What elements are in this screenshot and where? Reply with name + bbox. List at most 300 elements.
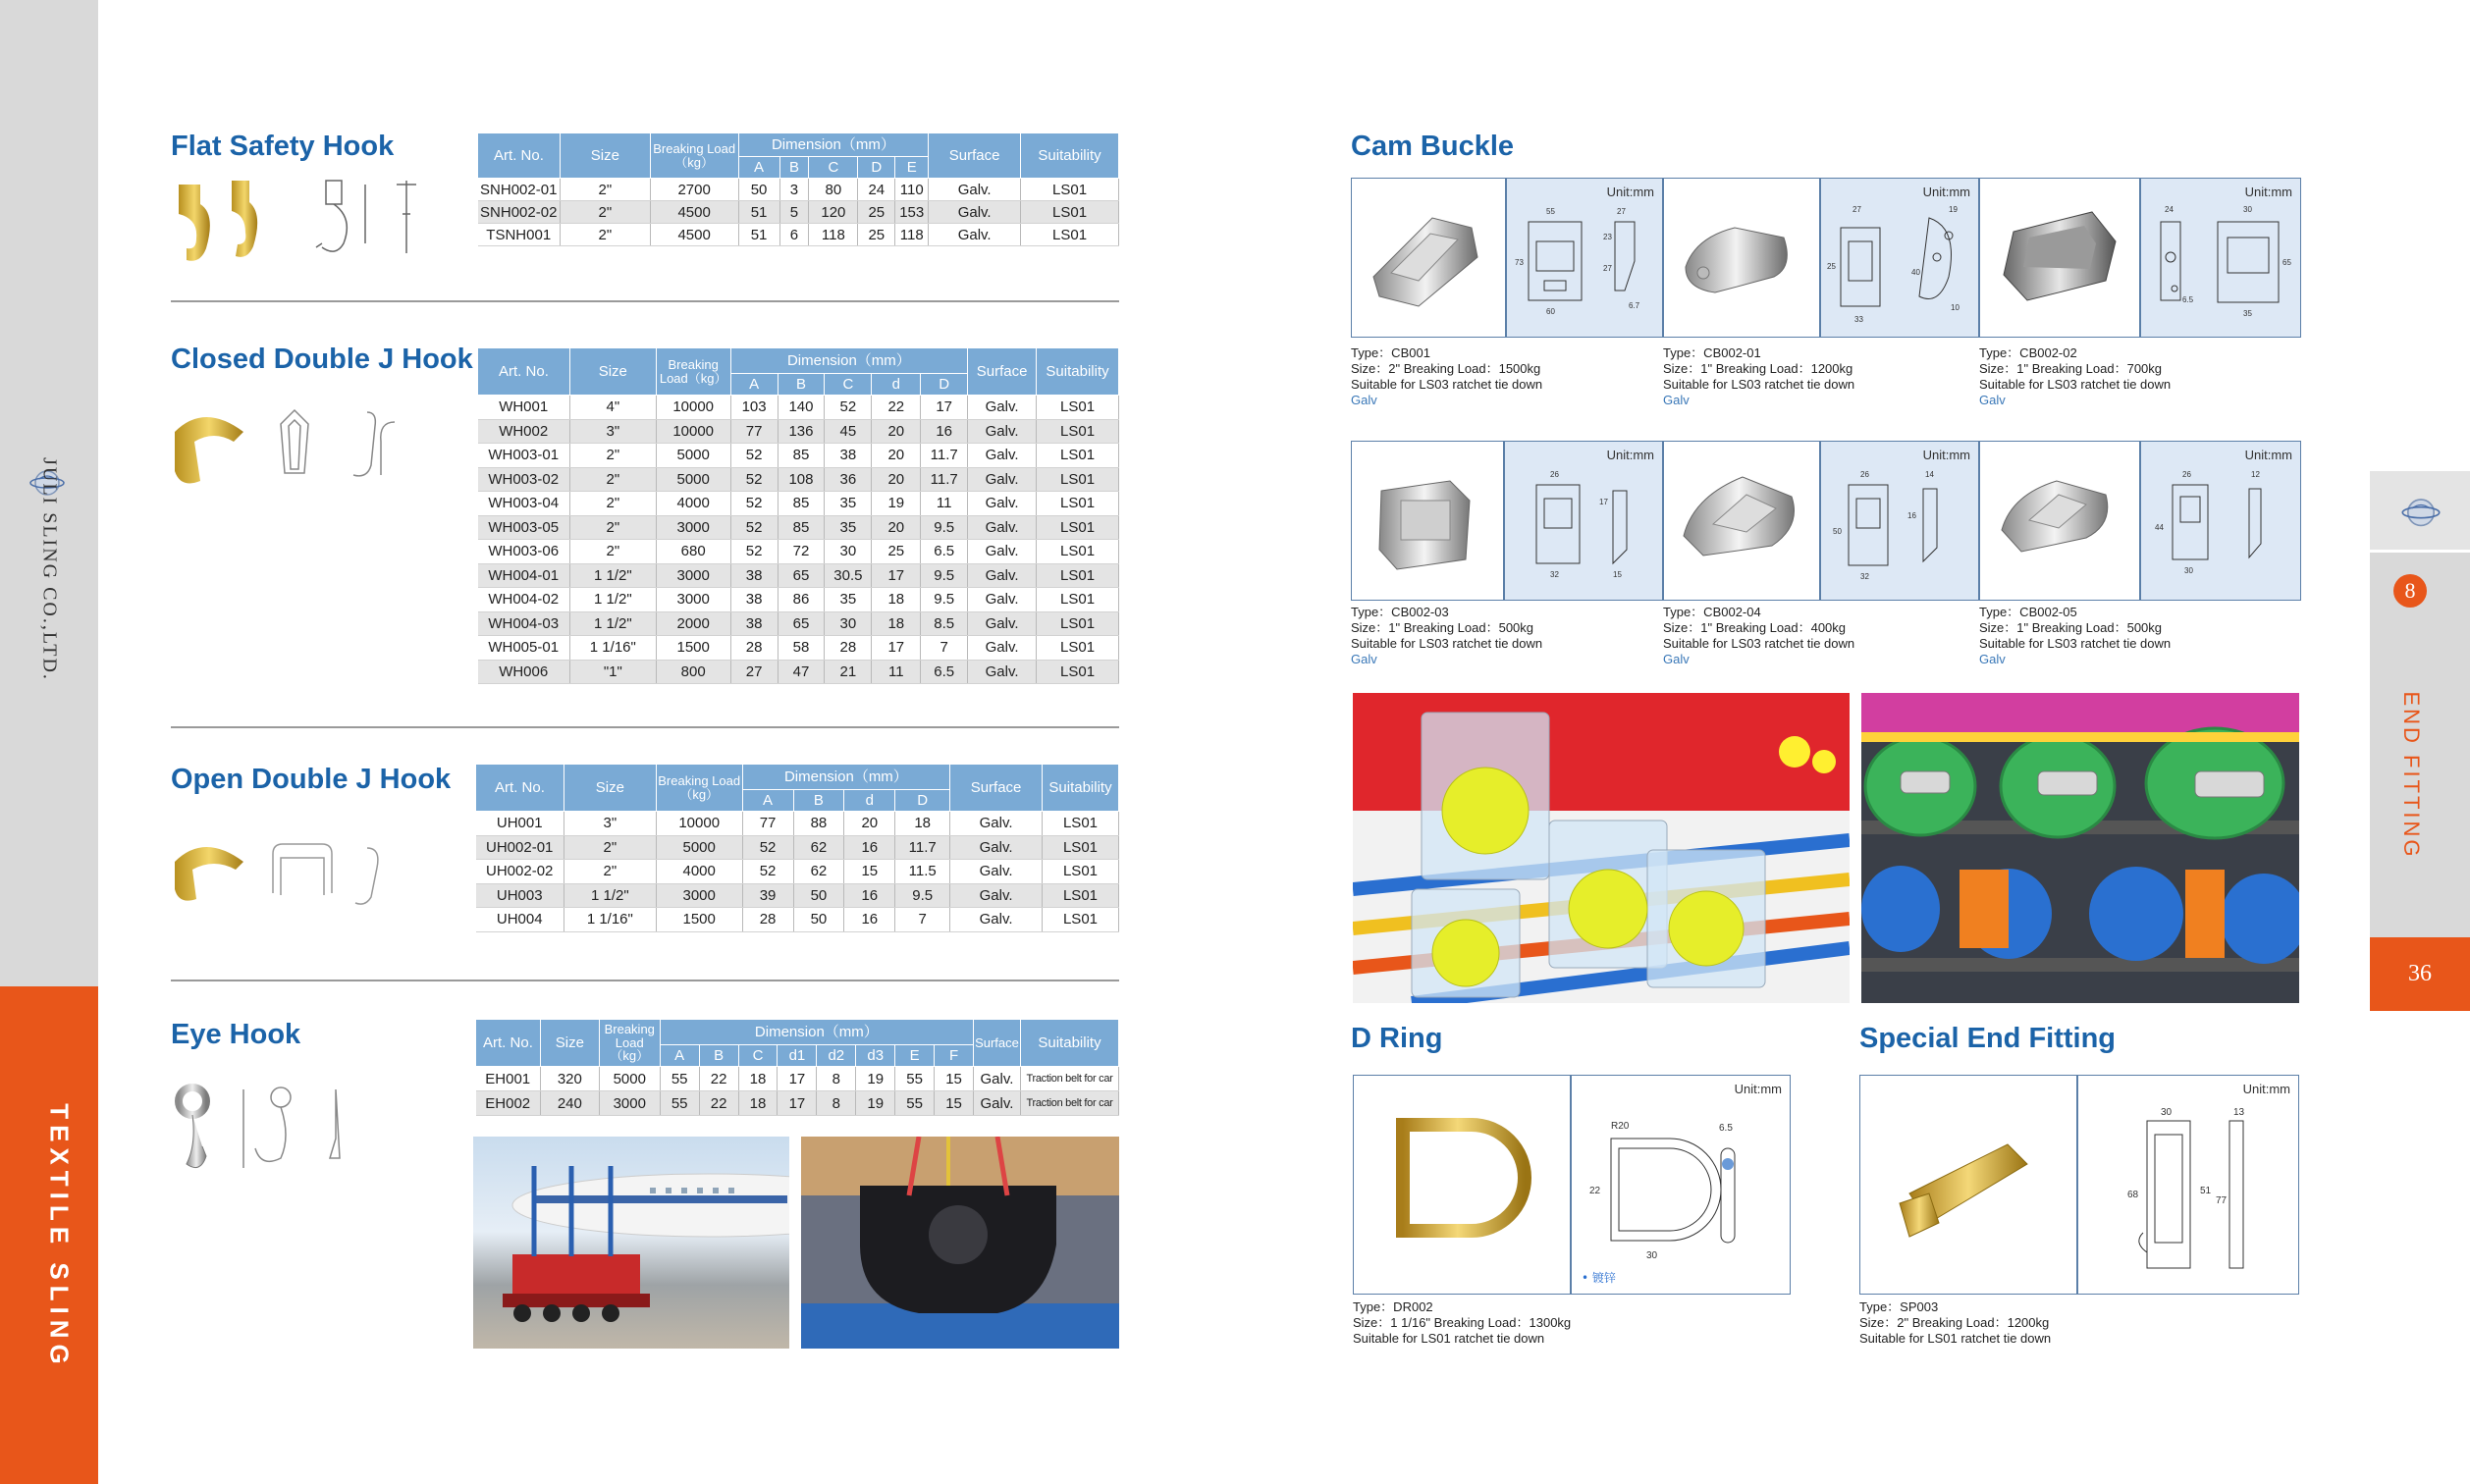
surface-cell: Galv. [968, 540, 1037, 564]
art-no-cell: SNH002-01 [478, 179, 561, 201]
dimension-cell: 55 [660, 1067, 699, 1091]
surface-cell: Galv. [973, 1067, 1020, 1091]
dimension-cell: 8 [817, 1067, 856, 1091]
open-double-j-hook-title: Open Double J Hook [171, 764, 452, 795]
table-row [478, 588, 1119, 612]
cb001-dim: 55 [1546, 207, 1555, 216]
table-row [478, 611, 1119, 636]
cb001-dim: 73 [1515, 258, 1524, 267]
cb00204-caption: Type：CB002-04 Size：1" Breaking Load：400kg Suitable for LS03 ratchet tie down Galv [1663, 605, 1855, 666]
dimension-cell: 88 [793, 812, 844, 836]
dimension-cell: 25 [858, 224, 895, 246]
globe-logo-icon [2399, 489, 2443, 532]
breaking-load-cell: 4500 [650, 224, 738, 246]
cb001-caption: Type：CB001 Size：2" Breaking Load：1500kg Suitable for LS03 ratchet tie down Galv [1351, 345, 1543, 407]
dimension-cell: 9.5 [921, 563, 968, 588]
surface-cell: Galv. [929, 224, 1021, 246]
size-cell: 2" [560, 224, 650, 246]
d-ring-note: • 镀锌 [1582, 1271, 1616, 1285]
dimension-cell: 38 [730, 611, 778, 636]
table-row [478, 419, 1119, 444]
section-divider [171, 300, 1119, 302]
dimension-column-header: A [660, 1045, 699, 1067]
breaking-load-cell: 3000 [599, 1091, 660, 1116]
cb00203-photo [1351, 441, 1504, 601]
dimension-cell: 19 [872, 492, 921, 516]
cb00202-dim: 30 [2243, 205, 2252, 214]
dimension-cell: 9.5 [921, 515, 968, 540]
breaking-load-cell: 3000 [656, 588, 730, 612]
dimension-cell: 52 [730, 515, 778, 540]
dimension-cell: 20 [872, 444, 921, 468]
dimension-column-header: B [778, 374, 825, 396]
special-dim: 30 [2161, 1107, 2173, 1118]
table-row [476, 812, 1119, 836]
closed-double-j-hook-title: Closed Double J Hook [171, 344, 473, 375]
dimension-cell: 62 [793, 835, 844, 860]
dimension-cell: 20 [872, 515, 921, 540]
art-no-cell: WH004-01 [478, 563, 570, 588]
dimension-cell: 18 [872, 611, 921, 636]
art-no-cell: WH006 [478, 660, 570, 684]
dimension-column-header: B [699, 1045, 738, 1067]
surface-cell: Galv. [968, 588, 1037, 612]
cb00201-dim: 27 [1852, 205, 1861, 214]
size-cell: 2" [560, 201, 650, 224]
breaking-load-cell: 4500 [650, 201, 738, 224]
suitability-cell: LS01 [1037, 636, 1119, 661]
cb00201-drawing [1820, 178, 1979, 338]
special-end-fitting-photo [1859, 1075, 2077, 1295]
dimension-cell: 15 [935, 1091, 974, 1116]
cb00202-photo [1979, 178, 2140, 338]
dimension-cell: 39 [742, 883, 793, 908]
dimension-cell: 51 [738, 224, 779, 246]
unit-label: Unit:mm [2244, 185, 2292, 199]
surface-cell: Galv. [968, 396, 1037, 420]
dimension-cell: 16 [921, 419, 968, 444]
suitability-cell: LS01 [1037, 588, 1119, 612]
unit-label: Unit:mm [1922, 185, 1970, 199]
dimension-cell: 16 [844, 908, 895, 932]
breaking-load-cell: 2000 [656, 611, 730, 636]
dimension-cell: 7 [895, 908, 950, 932]
dimension-column-header: E [895, 1045, 935, 1067]
cb001-drawing [1506, 178, 1663, 338]
d-ring-drawing [1571, 1075, 1791, 1295]
dimension-cell: 62 [793, 860, 844, 884]
dimension-cell: 52 [742, 835, 793, 860]
special-end-fitting-caption: Type：SP003 Size：2" Breaking Load：1200kg Suitable for LS01 ratchet tie down [1859, 1299, 2052, 1346]
section-divider [171, 980, 1119, 981]
d-ring-dim: 6.5 [1719, 1123, 1733, 1134]
size-cell: 240 [540, 1091, 599, 1116]
dimension-cell: 77 [730, 419, 778, 444]
size-cell: 2" [569, 467, 656, 492]
dimension-cell: 9.5 [895, 883, 950, 908]
table-row [478, 444, 1119, 468]
suitability-cell: Traction belt for car [1020, 1091, 1118, 1116]
cb00203-dim: 17 [1599, 498, 1608, 506]
table-row [478, 467, 1119, 492]
dimension-column-header: B [793, 790, 844, 812]
unit-label: Unit:mm [2244, 448, 2292, 462]
breaking-load-cell: 5000 [656, 835, 742, 860]
dimension-cell: 85 [778, 492, 825, 516]
art-no-cell: WH003-01 [478, 444, 570, 468]
dimension-cell: 45 [825, 419, 872, 444]
dimension-cell: 38 [730, 563, 778, 588]
dimension-cell: 52 [730, 467, 778, 492]
flat-safety-hook-title: Flat Safety Hook [171, 131, 395, 162]
dimension-cell: 51 [738, 201, 779, 224]
size-cell: 3" [564, 812, 656, 836]
surface-cell: Galv. [950, 908, 1043, 932]
dimension-column-header: d [844, 790, 895, 812]
dimension-cell: 38 [730, 588, 778, 612]
cb00203-dim: 32 [1550, 570, 1559, 579]
dimension-cell: 11.7 [895, 835, 950, 860]
surface-cell: Galv. [968, 419, 1037, 444]
airplane-transport-photo [473, 1137, 789, 1349]
suitability-cell: LS01 [1037, 444, 1119, 468]
art-no-cell: WH003-06 [478, 540, 570, 564]
cb00202-caption: Type：CB002-02 Size：1" Breaking Load：700kg Suitable for LS03 ratchet tie down Galv [1979, 345, 2172, 407]
table-row [478, 179, 1119, 201]
d-ring-dim: 30 [1646, 1250, 1658, 1261]
dimension-column-header: A [742, 790, 793, 812]
breaking-load-cell: 10000 [656, 812, 742, 836]
dimension-cell: 15 [935, 1067, 974, 1091]
cb00202-dim: 6.5 [2182, 295, 2194, 304]
flat-safety-hook-table: Art. No. Size Breaking Load（kg） Dimension（mm） Surface Suitability A B C D E SNH002-01 2" 2700 50 3 80 24 110 Galv. LS01 SNH002-02 2" 4500 51 5 120 25 153 Galv. LS01 TSNH001 2" 4500 51 6 118 25 118 Galv. LS01 [477, 132, 1119, 246]
dimension-cell: 36 [825, 467, 872, 492]
art-no-cell: UH002-01 [476, 835, 564, 860]
dimension-column-header: d1 [778, 1045, 817, 1067]
dimension-cell: 15 [844, 860, 895, 884]
surface-cell: Galv. [968, 611, 1037, 636]
cb00203-drawing [1504, 441, 1663, 601]
art-no-cell: UH004 [476, 908, 564, 932]
surface-cell: Galv. [968, 636, 1037, 661]
dimension-column-header: d3 [856, 1045, 895, 1067]
special-end-fitting-drawing [2077, 1075, 2299, 1295]
dimension-cell: 16 [844, 835, 895, 860]
section-label-textile-sling: TEXTILE SLING [44, 1103, 75, 1370]
dimension-cell: 8.5 [921, 611, 968, 636]
suitability-cell: LS01 [1037, 515, 1119, 540]
art-no-cell: TSNH001 [478, 224, 561, 246]
cb00201-dim: 33 [1854, 315, 1863, 324]
d-ring-dim: 22 [1589, 1186, 1601, 1196]
art-no-cell: WH003-05 [478, 515, 570, 540]
page-number: 36 [2408, 961, 2432, 986]
dimension-cell: 52 [730, 492, 778, 516]
cb00203-dim: 26 [1550, 470, 1559, 479]
dimension-cell: 55 [660, 1091, 699, 1116]
size-cell: 2" [569, 492, 656, 516]
company-name: JULI SLING CO.,LTD. [38, 457, 61, 681]
suitability-cell: LS01 [1037, 563, 1119, 588]
dimension-cell: 118 [895, 224, 929, 246]
dimension-column-header: D [921, 374, 968, 396]
suitability-cell: LS01 [1037, 540, 1119, 564]
dimension-cell: 28 [825, 636, 872, 661]
dimension-cell: 17 [778, 1091, 817, 1116]
suitability-cell: LS01 [1042, 835, 1118, 860]
suitability-cell: LS01 [1021, 201, 1119, 224]
cb00203-dim: 15 [1613, 570, 1622, 579]
open-double-j-hook-image [171, 834, 406, 913]
cb00204-dim: 26 [1860, 470, 1869, 479]
dimension-cell: 30 [825, 540, 872, 564]
cb00204-dim: 50 [1833, 527, 1842, 536]
dimension-cell: 85 [778, 444, 825, 468]
suitability-cell: Traction belt for car [1020, 1067, 1118, 1091]
dimension-cell: 21 [825, 660, 872, 684]
cb00201-dim: 25 [1827, 262, 1836, 271]
dimension-cell: 6.5 [921, 540, 968, 564]
dimension-cell: 110 [895, 179, 929, 201]
table-row [476, 835, 1119, 860]
dimension-cell: 52 [730, 540, 778, 564]
dimension-cell: 17 [872, 563, 921, 588]
size-cell: 1 1/2" [569, 588, 656, 612]
dimension-column-header: d2 [817, 1045, 856, 1067]
dimension-cell: 136 [778, 419, 825, 444]
mould-lifting-photo [801, 1137, 1119, 1349]
size-cell: 2" [560, 179, 650, 201]
surface-cell: Galv. [950, 835, 1043, 860]
breaking-load-cell: 4000 [656, 492, 730, 516]
art-no-cell: WH003-04 [478, 492, 570, 516]
size-cell: 1 1/16" [564, 908, 656, 932]
cb00205-dim: 44 [2155, 523, 2164, 532]
dimension-cell: 47 [778, 660, 825, 684]
special-dim: 13 [2233, 1107, 2245, 1118]
size-cell: 1 1/2" [569, 563, 656, 588]
cb001-dim: 27 [1603, 264, 1612, 273]
dimension-cell: 120 [809, 201, 858, 224]
dimension-cell: 35 [825, 492, 872, 516]
suitability-cell: LS01 [1037, 660, 1119, 684]
dimension-cell: 17 [921, 396, 968, 420]
cb00204-photo [1663, 441, 1820, 601]
d-ring-title: D Ring [1351, 1023, 1443, 1054]
dimension-cell: 50 [793, 883, 844, 908]
breaking-load-cell: 2700 [650, 179, 738, 201]
dimension-column-header: d [872, 374, 921, 396]
dimension-cell: 65 [778, 563, 825, 588]
table-row [478, 224, 1119, 246]
dimension-cell: 16 [844, 883, 895, 908]
art-no-cell: UH001 [476, 812, 564, 836]
breaking-load-cell: 4000 [656, 860, 742, 884]
table-row [478, 396, 1119, 420]
cb00205-dim: 26 [2182, 470, 2191, 479]
surface-cell: Galv. [968, 492, 1037, 516]
size-cell: 2" [564, 835, 656, 860]
suitability-cell: LS01 [1042, 883, 1118, 908]
art-no-cell: WH002 [478, 419, 570, 444]
suitability-cell: LS01 [1037, 492, 1119, 516]
dimension-cell: 22 [872, 396, 921, 420]
surface-cell: Galv. [968, 515, 1037, 540]
cam-buckle-title: Cam Buckle [1351, 131, 1515, 162]
suitability-cell: LS01 [1037, 396, 1119, 420]
cb001-dim: 27 [1617, 207, 1626, 216]
art-no-cell: SNH002-02 [478, 201, 561, 224]
surface-cell: Galv. [973, 1091, 1020, 1116]
dimension-cell: 80 [809, 179, 858, 201]
flat-safety-hook-image [171, 175, 436, 268]
size-cell: 4" [569, 396, 656, 420]
dimension-cell: 5 [779, 201, 809, 224]
cb00201-caption: Type：CB002-01 Size：1" Breaking Load：1200kg Suitable for LS03 ratchet tie down Galv [1663, 345, 1855, 407]
dimension-column-header: A [730, 374, 778, 396]
breaking-load-cell: 3000 [656, 883, 742, 908]
dimension-cell: 55 [895, 1067, 935, 1091]
dimension-cell: 58 [778, 636, 825, 661]
dimension-cell: 22 [699, 1091, 738, 1116]
breaking-load-cell: 3000 [656, 515, 730, 540]
dimension-column-header: C [809, 157, 858, 179]
dimension-column-header: C [738, 1045, 778, 1067]
size-cell: 3" [569, 419, 656, 444]
dimension-column-header: A [738, 157, 779, 179]
size-cell: 1 1/2" [569, 611, 656, 636]
dimension-cell: 55 [895, 1091, 935, 1116]
dimension-column-header: D [858, 157, 895, 179]
dimension-cell: 7 [921, 636, 968, 661]
dimension-cell: 86 [778, 588, 825, 612]
dimension-column-header: C [825, 374, 872, 396]
unit-label: Unit:mm [1734, 1082, 1782, 1096]
table-row [478, 201, 1119, 224]
breaking-load-cell: 800 [656, 660, 730, 684]
cb00201-dim: 10 [1951, 303, 1960, 312]
table-row [476, 883, 1119, 908]
table-row [478, 515, 1119, 540]
size-cell: 1 1/2" [564, 883, 656, 908]
size-cell: "1" [569, 660, 656, 684]
cb00205-dim: 12 [2251, 470, 2260, 479]
unit-label: Unit:mm [2242, 1082, 2290, 1096]
cb00204-dim: 14 [1925, 470, 1934, 479]
breaking-load-cell: 10000 [656, 419, 730, 444]
table-row [478, 492, 1119, 516]
dimension-cell: 153 [895, 201, 929, 224]
dimension-cell: 19 [856, 1067, 895, 1091]
cb00205-photo [1979, 441, 2140, 601]
art-no-cell: WH003-02 [478, 467, 570, 492]
suitability-cell: LS01 [1042, 860, 1118, 884]
eye-hook-table: Art. No. Size Breaking Load（kg） Dimension（mm） Surface Suitability A B C d1 d2 d3 E F EH001 320 5000 55 22 18 17 8 19 55 15 Galv. Traction belt for car EH002 240 3000 55 22 18 17 8 19 55 15 Galv. Traction belt for car [475, 1019, 1119, 1116]
cb00201-photo [1663, 178, 1820, 338]
table-row [478, 636, 1119, 661]
table-row [476, 860, 1119, 884]
special-dim: 77 [2216, 1195, 2228, 1206]
breaking-load-cell: 1500 [656, 636, 730, 661]
surface-cell: Galv. [929, 201, 1021, 224]
suitability-cell: LS01 [1042, 908, 1118, 932]
art-no-cell: WH004-02 [478, 588, 570, 612]
table-row [478, 540, 1119, 564]
size-cell: 2" [569, 444, 656, 468]
dimension-cell: 18 [738, 1091, 778, 1116]
special-dim: 68 [2127, 1190, 2139, 1200]
art-no-cell: WH004-03 [478, 611, 570, 636]
dimension-cell: 25 [872, 540, 921, 564]
breaking-load-cell: 1500 [656, 908, 742, 932]
size-cell: 1 1/16" [569, 636, 656, 661]
cb00201-dim: 19 [1949, 205, 1958, 214]
dimension-cell: 35 [825, 588, 872, 612]
dimension-cell: 72 [778, 540, 825, 564]
cb00205-caption: Type：CB002-05 Size：1" Breaking Load：500kg Suitable for LS03 ratchet tie down Galv [1979, 605, 2172, 666]
suitability-cell: LS01 [1037, 467, 1119, 492]
dimension-cell: 20 [844, 812, 895, 836]
breaking-load-cell: 680 [656, 540, 730, 564]
art-no-cell: UH003 [476, 883, 564, 908]
breaking-load-cell: 5000 [599, 1067, 660, 1091]
dimension-cell: 85 [778, 515, 825, 540]
special-dim: 51 [2200, 1186, 2212, 1196]
dimension-cell: 24 [858, 179, 895, 201]
dimension-cell: 6.5 [921, 660, 968, 684]
surface-cell: Galv. [950, 883, 1043, 908]
dimension-cell: 9.5 [921, 588, 968, 612]
cb001-dim: 60 [1546, 307, 1555, 316]
dimension-cell: 108 [778, 467, 825, 492]
breaking-load-cell: 10000 [656, 396, 730, 420]
dimension-cell: 30.5 [825, 563, 872, 588]
dimension-cell: 28 [742, 908, 793, 932]
unit-label: Unit:mm [1606, 185, 1654, 199]
cb00205-drawing [2140, 441, 2301, 601]
table-row [478, 660, 1119, 684]
size-cell: 2" [564, 860, 656, 884]
dimension-cell: 3 [779, 179, 809, 201]
dimension-cell: 11.5 [895, 860, 950, 884]
dimension-cell: 20 [872, 419, 921, 444]
size-cell: 320 [540, 1067, 599, 1091]
dimension-cell: 38 [825, 444, 872, 468]
cb00204-dim: 16 [1907, 511, 1916, 520]
dimension-cell: 11 [872, 660, 921, 684]
dimension-cell: 8 [817, 1091, 856, 1116]
cb00202-dim: 35 [2243, 309, 2252, 318]
suitability-cell: LS01 [1042, 812, 1118, 836]
suitability-cell: LS01 [1021, 179, 1119, 201]
suitability-cell: LS01 [1037, 611, 1119, 636]
dimension-cell: 6 [779, 224, 809, 246]
dimension-cell: 19 [856, 1091, 895, 1116]
d-ring-dim: R20 [1611, 1121, 1630, 1132]
dimension-cell: 22 [699, 1067, 738, 1091]
dimension-cell: 52 [742, 860, 793, 884]
dimension-cell: 118 [809, 224, 858, 246]
table-row [476, 1067, 1119, 1091]
dimension-cell: 17 [872, 636, 921, 661]
chapter-number-badge: 8 [2393, 574, 2427, 608]
dimension-cell: 11.7 [921, 444, 968, 468]
unit-label: Unit:mm [1606, 448, 1654, 462]
dimension-cell: 11.7 [921, 467, 968, 492]
surface-cell: Galv. [950, 860, 1043, 884]
closed-double-j-hook-table: Art. No. Size Breaking Load（kg） Dimension（mm） Surface Suitability A B C d D WH001 4" 10000 103 140 52 22 17 Galv. LS01 WH002 3" 10000 77 136 45 20 16 Galv. LS01 WH003-01 2" 5000 52 85 38 20 11.7 Galv. LS01 WH003-02 2" 5000 52 108 36 20 11.7 Galv. LS01 WH003-04 2" 4000 52 85 35 19 11 Galv. LS01 WH003-05 2" 3000 52 85 35 20 9.5 Galv. LS01 WH003-06 2" 680 52 72 30 25 6.5 Galv. LS01 WH004-01 1 1/2" 3000 38 65 30.5 17 9.5 Galv. LS01 WH004-02 1 1/2" 3000 38 86 35 18 9.5 Galv. LS01 WH004-03 1 1/2" 2000 38 65 30 18 8.5 Galv. LS01 WH005-01 1 1/16" 1500 28 58 28 17 7 Galv. LS01 WH006 "1" 800 27 47 21 11 6.5 Galv. LS01 [477, 347, 1119, 684]
art-no-cell: UH002-02 [476, 860, 564, 884]
